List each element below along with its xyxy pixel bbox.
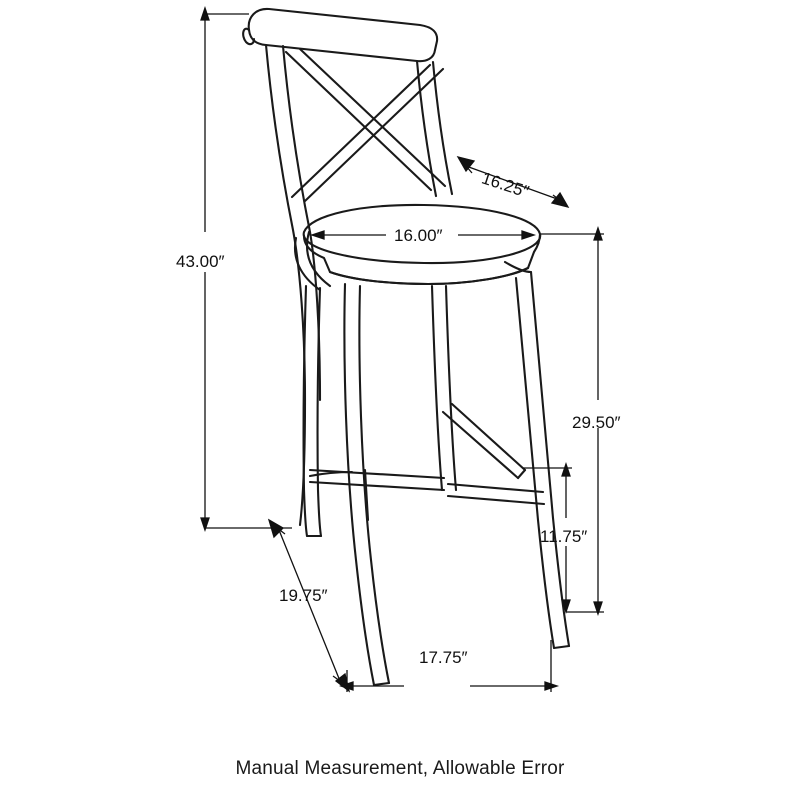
dim-label-footrest-height: 11.75″ [540,527,588,546]
dim-label-seat-height: 29.50″ [572,413,621,432]
figure-caption: Manual Measurement, Allowable Error [235,758,565,779]
dim-label-seat-depth: 16.25″ [479,168,532,202]
top-rail [249,9,437,61]
dim-label-seat-width: 16.00″ [394,226,443,245]
dim-label-base-width: 17.75″ [419,648,468,667]
dim-label-side-depth: 19.75″ [279,586,328,605]
dim-label-overall-height: 43.00″ [176,252,225,271]
